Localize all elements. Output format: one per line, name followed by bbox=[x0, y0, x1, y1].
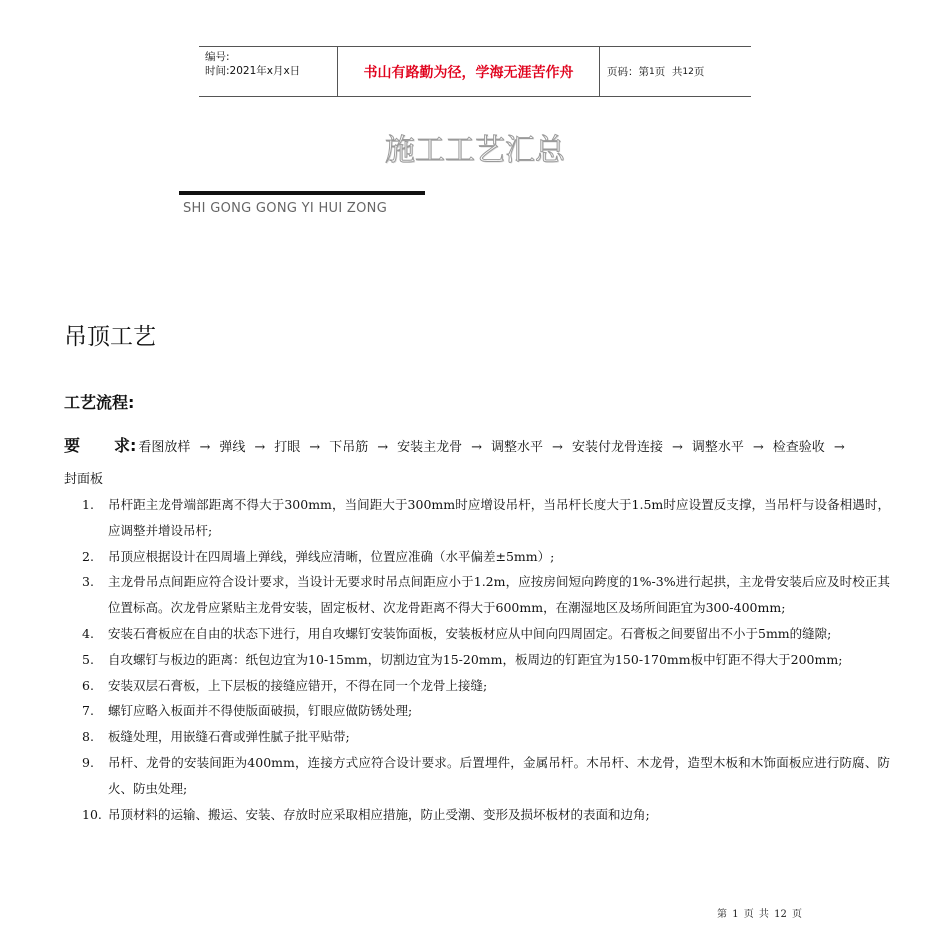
footer-current: 1 bbox=[732, 909, 739, 920]
flow-step: 调整水平 bbox=[691, 440, 744, 455]
list-item-number: 4. bbox=[82, 625, 94, 641]
flow-step: 弹线 bbox=[219, 440, 246, 455]
list-item bbox=[64, 544, 890, 570]
section-heading: 吊顶工艺 bbox=[64, 324, 156, 350]
flow-step: 调整水平 bbox=[491, 440, 544, 455]
arrow-icon: → bbox=[471, 440, 483, 455]
page-footer bbox=[717, 905, 802, 920]
page-mid: 页 共 bbox=[654, 66, 683, 78]
header-motto: 书山有路勤为径，学海无涯苦作舟 bbox=[338, 47, 600, 96]
arrow-icon: → bbox=[833, 440, 845, 455]
list-item-number: 1. bbox=[82, 497, 94, 512]
arrow-icon: → bbox=[752, 440, 764, 455]
list-item bbox=[64, 621, 890, 647]
flow-last-step: 封面板 bbox=[64, 472, 104, 487]
flow-lead bbox=[64, 436, 136, 455]
page-label: 页码：第 bbox=[607, 66, 649, 78]
page-header bbox=[199, 46, 751, 97]
page-current: 1 bbox=[649, 66, 655, 77]
list-item bbox=[64, 802, 890, 828]
list-item-text: 安装双层石膏板，上下层板的接缝应错开，不得在同一个龙骨上接缝; bbox=[108, 677, 488, 693]
list-item bbox=[64, 492, 890, 544]
footer-prefix: 第 bbox=[717, 909, 727, 920]
arrow-icon: → bbox=[199, 440, 211, 455]
flow-step: 检查验收 bbox=[772, 440, 825, 455]
list-item-text: 螺钉应略入板面并不得使版面破损，钉眼应做防锈处理; bbox=[108, 703, 413, 719]
requirements-list bbox=[64, 492, 890, 827]
arrow-icon: → bbox=[552, 440, 563, 455]
list-item bbox=[64, 673, 890, 699]
list-item-number: 10. bbox=[82, 806, 102, 822]
header-meta bbox=[199, 47, 338, 96]
arrow-icon: → bbox=[254, 440, 266, 455]
list-item bbox=[64, 569, 890, 621]
list-item bbox=[64, 750, 890, 802]
footer-suffix: 页 bbox=[792, 909, 803, 920]
list-item-number: 3. bbox=[82, 574, 94, 590]
list-item-text: 安装石膏板应在自由的状态下进行，用自攻螺钉安装饰面板，安装板材应从中间向四周固定。石膏板之间要留出不小于5mm的缝隙; bbox=[108, 625, 832, 641]
document-title: 施工工艺汇总 bbox=[385, 133, 565, 168]
list-item-text: 板缝处理，用嵌缝石膏或弹性腻子批平贴带; bbox=[108, 729, 350, 745]
list-item-number: 8. bbox=[82, 729, 94, 745]
process-flow bbox=[64, 434, 890, 460]
list-item-text: 自攻螺钉与板边的距离：纸包边宜为10-15mm，切割边宜为15-20mm，板周边的钉距宜为150-170mm板中钉距不得大于200mm; bbox=[108, 651, 843, 667]
flow-steps bbox=[138, 440, 853, 455]
flow-step: 看图放样 bbox=[138, 440, 191, 455]
time-label: 时间:2021年x月x日 bbox=[205, 65, 301, 77]
list-item bbox=[64, 698, 890, 724]
flow-lead-a: 要 bbox=[64, 436, 81, 455]
arrow-icon: → bbox=[671, 440, 683, 455]
number-label: 编号: bbox=[205, 51, 230, 63]
page-total: 12 bbox=[682, 66, 694, 77]
list-item-text: 主龙骨吊点间距应符合设计要求，当设计无要求时吊点间距应小于1.2m，应按房间短向跨度的1%-3%进行起拱，主龙骨安装后应及时校正其位置标高。次龙骨应紧贴主龙骨安装，固定板材、次龙骨距离不得大于600mm，在潮湿地区及场所间距宜为300-400mm; bbox=[108, 574, 890, 616]
list-item bbox=[64, 647, 890, 673]
list-item-number: 2. bbox=[82, 548, 94, 564]
flow-step: 下吊筋 bbox=[329, 440, 369, 455]
arrow-icon: → bbox=[377, 440, 389, 455]
list-item-number: 7. bbox=[82, 703, 94, 719]
header-page-info bbox=[600, 47, 751, 96]
flow-step: 安装付龙骨连接 bbox=[571, 440, 663, 455]
list-item-text: 吊杆、龙骨的安装间距为400mm，连接方式应符合设计要求。后置埋件，金属吊杆。木吊杆、木龙骨，造型木板和木饰面板应进行防腐、防火、防虫处理; bbox=[108, 754, 890, 796]
flow-step: 打眼 bbox=[274, 440, 301, 455]
page-end: 页 bbox=[693, 66, 705, 78]
list-item-text: 吊顶应根据设计在四周墙上弹线，弹线应清晰，位置应准确（水平偏差±5mm）; bbox=[108, 548, 555, 564]
section-subheading: 工艺流程: bbox=[64, 393, 135, 412]
arrow-icon: → bbox=[309, 440, 321, 455]
list-item-number: 9. bbox=[82, 754, 94, 770]
title-underline bbox=[179, 191, 425, 195]
title-pinyin: SHI GONG GONG YI HUI ZONG bbox=[183, 201, 388, 216]
list-item bbox=[64, 724, 890, 750]
flow-lead-b: 求: bbox=[114, 436, 137, 455]
footer-total: 12 bbox=[774, 909, 787, 920]
flow-step: 安装主龙骨 bbox=[397, 440, 463, 455]
list-item-number: 6. bbox=[82, 677, 94, 693]
list-item-text: 吊顶材料的运输、搬运、安装、存放时应采取相应措施，防止受潮、变形及损坏板材的表面和边角; bbox=[108, 806, 650, 822]
list-item-text: 吊杆距主龙骨端部距离不得大于300mm，当间距大于300mm时应增设吊杆，当吊杆长度大于1.5m时应设置反支撑，当吊杆与设备相遇时，应调整并增设吊杆; bbox=[108, 497, 890, 538]
list-item-number: 5. bbox=[82, 651, 94, 667]
footer-mid: 页 共 bbox=[743, 909, 769, 920]
